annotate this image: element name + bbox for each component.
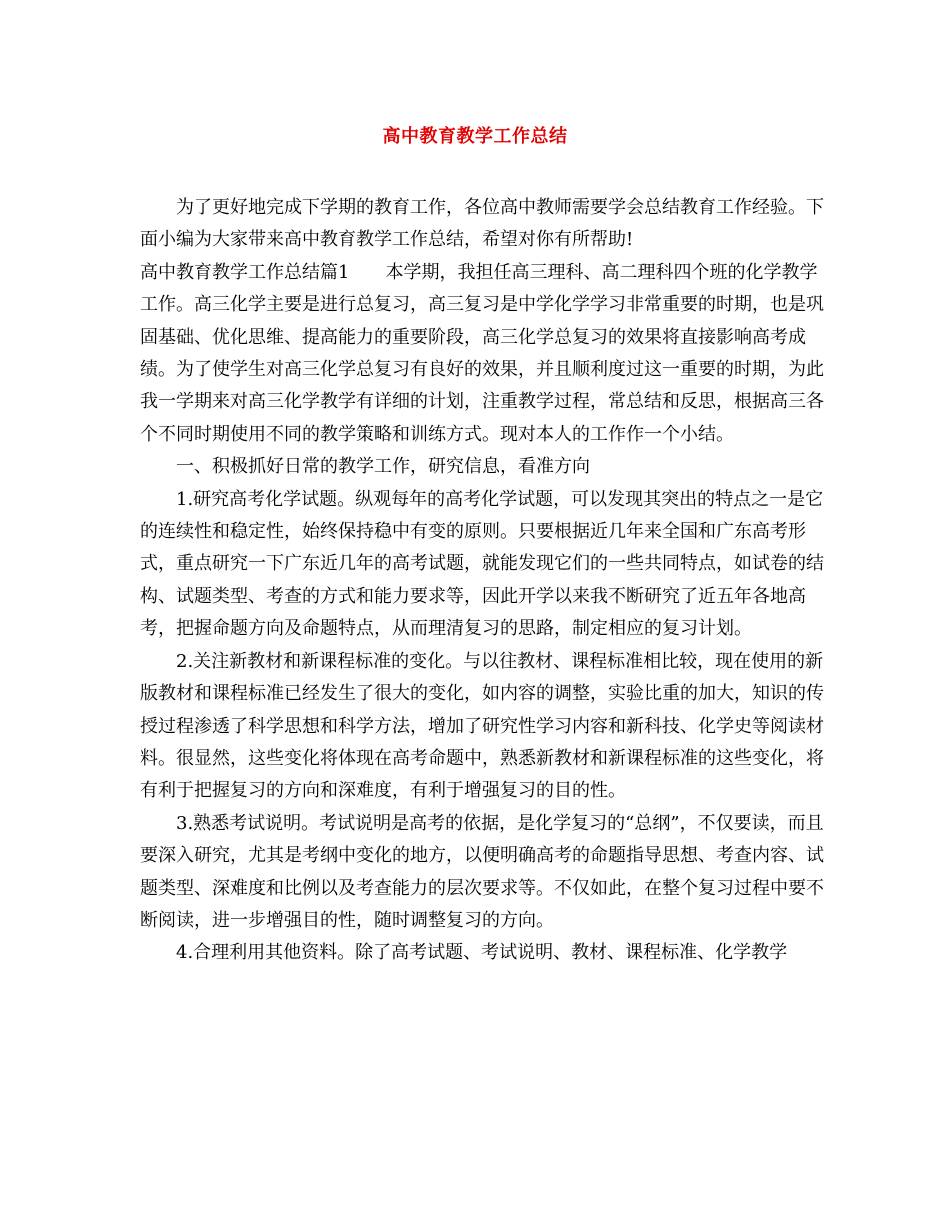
section-heading: 一、积极抓好日常的教学工作，研究信息，看准方向 (176, 456, 590, 478)
item-paragraph-3: 3.熟悉考试说明。考试说明是高考的依据，是化学复习的“总纲”，不仅要读，而且要深入研究，尤其是考纲中变化的地方，以便明确高考的命题指导思想、考查内容、试题类型、深难度和比例以及考查能力的层次要求等。不仅如此，在整个复习过程中要不断阅读，进一步增强目的性，随时调整复习的方向。 (140, 812, 824, 931)
item-paragraph-1: 1.研究高考化学试题。纵观每年的高考化学试题，可以发现其突出的特点之一是它的连续性和稳定性，始终保持稳中有变的原则。只要根据近几年来全国和广东高考形式，重点研究一下广东近几年的高考试题，就能发现它们的一些共同特点，如试卷的结构、试题类型、考查的方式和能力要求等，因此开学以来我不断研究了近五年各地高考，把握命题方向及命题特点，从而理清复习的思路，制定相应的复习计划。 (140, 488, 824, 640)
item-paragraph-2: 2.关注新教材和新课程标准的变化。与以往教材、课程标准相比较，现在使用的新版教材和课程标准已经发生了很大的变化，如内容的调整，实验比重的加大，知识的传授过程渗透了科学思想和科学方法，增加了研究性学习内容和新科技、化学史等阅读材料。很显然，这些变化将体现在高考命题中，熟悉新教材和新课程标准的这些变化，将有利于把握复习的方向和深难度，有利于增强复习的目的性。 (140, 650, 824, 802)
document-body (140, 192, 832, 970)
article-label: 高中教育教学工作总结篇1 (140, 261, 350, 283)
article-paragraph (140, 257, 832, 451)
document-title: 高中教育教学工作总结 (382, 126, 568, 147)
intro-paragraph: 为了更好地完成下学期的教育工作，各位高中教师需要学会总结教育工作经验。下面小编为大家带来高中教育教学工作总结，希望对你有所帮助! (140, 197, 824, 251)
article-opening: 本学期，我担任高三理科、高二理科四个班的化学教学工作。高三化学主要是进行总复习，高三复习是中学化学学习非常重要的时期，也是巩固基础、优化思维、提高能力的重要阶段，高三化学总复习的效果将直接影响高考成绩。为了使学生对高三化学总复习有良好的效果，并且顺利度过这一重要的时期，为此我一学期来对高三化学教学有详细的计划，注重教学过程，常总结和反思，根据高三各个不同时期使用不同的教学策略和训练方式。现对本人的工作作一个小结。 (140, 261, 824, 445)
item-paragraph-4: 4.合理利用其他资料。除了高考试题、考试说明、教材、课程标准、化学教学 (176, 942, 788, 964)
